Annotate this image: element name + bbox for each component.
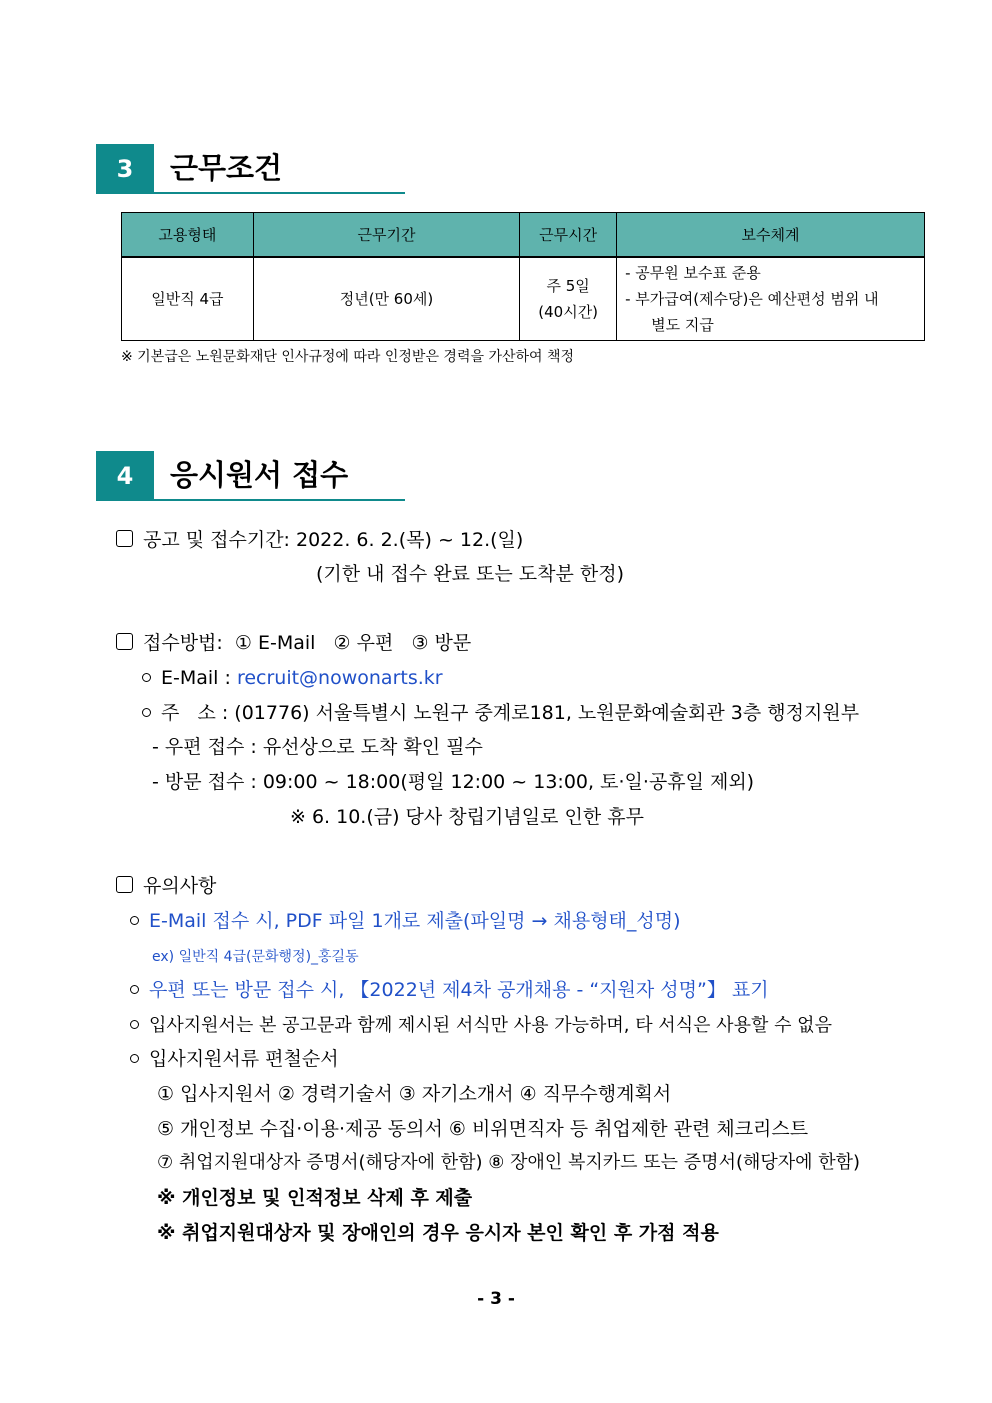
application-method-text: 접수방법: ① E-Mail ② 우편 ③ 방문 [143, 632, 472, 654]
bold-note-2: ※ 취업지원대상자 및 장애인의 경우 응시자 본인 확인 후 가점 적용 [157, 1222, 719, 1244]
bullet-icon [130, 1020, 139, 1029]
bold-note-1: ※ 개인정보 및 인적정보 삭제 후 제출 [157, 1187, 473, 1209]
caution-1 [130, 908, 681, 934]
caution-3 [130, 1012, 832, 1039]
checkbox-icon [116, 633, 133, 650]
visit-note: ※ 6. 10.(금) 당사 창립기념일로 인한 휴무 [290, 806, 644, 828]
pay-line-1: - 공무원 보수표 준용 [625, 263, 761, 282]
email-link[interactable]: recruit@nowonarts.kr [236, 667, 443, 689]
address-text: 주 소 : (01776) 서울특별시 노원구 중계로181, 노원문화예술회관 3층 행정지원부 [161, 702, 860, 724]
base-salary-note: ※ 기본급은 노원문화재단 인사규정에 따라 인정받은 경력을 가산하여 책정 [121, 349, 575, 365]
caution-4 [130, 1046, 339, 1072]
table-header-row [122, 213, 925, 257]
cell-pay-system [617, 257, 925, 341]
section-number-3: 3 [96, 144, 154, 194]
header-work-hours: 근무시간 [520, 213, 617, 257]
order-line-2: ⑤ 개인정보 수집·이용·제공 동의서 ⑥ 비위면직자 등 취업제한 관련 체크리스트 [157, 1118, 809, 1140]
caution-2 [130, 977, 769, 1003]
bullet-icon [142, 708, 151, 717]
section-underline [96, 499, 405, 501]
email-line [142, 665, 443, 691]
cell-work-hours [520, 257, 617, 341]
post-line: - 우편 접수 : 유선상으로 도착 확인 필수 [152, 736, 483, 758]
caution-1-example: ex) 일반직 4급(문화행정)_홍길동 [152, 949, 359, 965]
header-employment-type: 고용형태 [122, 213, 254, 257]
application-period [116, 527, 523, 553]
caution-heading-text: 유의사항 [143, 875, 217, 897]
order-line-3: ⑦ 취업지원대상자 증명서(해당자에 한함) ⑧ 장애인 복지카드 또는 증명서(해당자에 한함) [157, 1152, 861, 1173]
bullet-icon [130, 1054, 139, 1063]
page-number: - 3 - [477, 1289, 515, 1309]
header-pay-system: 보수체계 [617, 213, 925, 257]
section-underline [96, 192, 405, 194]
visit-line: - 방문 접수 : 09:00 ~ 18:00(평일 12:00 ~ 13:00, 토·일·공휴일 제외) [152, 771, 755, 793]
order-line-1: ① 입사지원서 ② 경력기술서 ③ 자기소개서 ④ 직무수행계획서 [157, 1083, 672, 1105]
bullet-icon [130, 985, 139, 994]
section-title-work-conditions: 근무조건 [170, 151, 283, 185]
section-number-4: 4 [96, 451, 154, 501]
pay-line-2: - 부가급여(제수당)은 예산편성 범위 내 [625, 289, 879, 308]
hours-line-1: 주 5일 [546, 276, 590, 295]
table-row [122, 257, 925, 341]
application-method [116, 630, 471, 656]
caution-1-text: E-Mail 접수 시, PDF 파일 1개로 제출(파일명 → 채용형태_성명) [149, 910, 681, 932]
caution-4-text: 입사지원서류 편철순서 [149, 1048, 339, 1070]
work-conditions-table [121, 212, 925, 341]
bullet-icon [130, 916, 139, 925]
cell-work-period: 정년(만 60세) [253, 257, 519, 341]
hours-line-2: (40시간) [538, 302, 599, 321]
address-line [142, 700, 859, 726]
checkbox-icon [116, 876, 133, 893]
email-label: E-Mail : [161, 667, 237, 689]
header-work-period: 근무기간 [253, 213, 519, 257]
section-title-application: 응시원서 접수 [170, 458, 349, 492]
caution-2-text: 우편 또는 방문 접수 시, 【2022년 제4차 공개채용 - “지원자 성명”】 표기 [149, 979, 769, 1001]
bullet-icon [142, 673, 151, 682]
caution-heading [116, 873, 216, 899]
cell-employment-type: 일반직 4급 [122, 257, 254, 341]
application-period-sub: (기한 내 접수 완료 또는 도착분 한정) [316, 563, 625, 585]
caution-3-text: 입사지원서는 본 공고문과 함께 제시된 서식만 사용 가능하며, 타 서식은 사용할 수 없음 [149, 1015, 832, 1036]
pay-line-3: 별도 지급 [651, 315, 714, 334]
application-period-text: 공고 및 접수기간: 2022. 6. 2.(목) ~ 12.(일) [143, 529, 524, 551]
checkbox-icon [116, 530, 133, 547]
